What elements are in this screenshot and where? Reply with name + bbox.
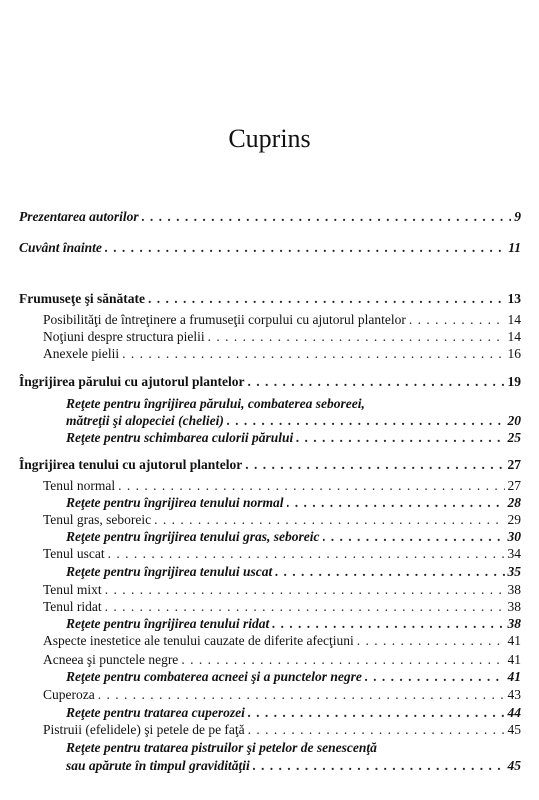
toc-entry-page: 27 [507,457,521,472]
toc-entry[interactable] [66,616,521,632]
toc-entry-page: 9 [514,209,521,224]
dot-leader [118,478,504,494]
dot-leader [208,329,505,345]
page-title: Cuprins [228,124,311,153]
toc-entry-page: 20 [507,413,521,428]
dot-leader [296,430,504,446]
dot-leader [248,722,505,738]
toc-entry[interactable] [43,722,521,738]
toc-entry[interactable] [43,633,521,649]
toc-entry[interactable] [43,687,521,703]
dot-leader [287,495,505,511]
dot-leader [122,346,504,362]
toc-entry-page: 16 [507,346,521,361]
toc-entry-title: Posibilităţi de întreţinere a frumuseţii corpului cu ajutorul plantelor [43,312,406,327]
toc-entry-title: Anexele pielii [43,346,120,361]
toc-entry-title: Reţete pentru combaterea acneei şi a punctelor negre [66,669,362,684]
toc-section[interactable] [19,374,521,390]
toc-entry-title: Cuperoza [43,687,95,702]
toc-entry-page: 34 [507,546,521,561]
toc-entry[interactable] [66,413,521,429]
dot-leader [409,312,505,328]
toc-entry[interactable] [43,512,521,528]
toc-entry-title: Reţete pentru schimbarea culorii părului [66,430,294,445]
dot-leader [248,705,505,721]
toc-entry-page: 38 [507,616,521,631]
toc-entry-page: 41 [507,633,521,648]
toc-entry-title-line1[interactable]: Reţete pentru tratarea pistruilor şi petelor de senescenţă [66,740,377,755]
toc-entry-title: Aspecte inestetice ale tenului cauzate de diferite afecţiuni [43,633,354,648]
toc-section[interactable] [19,291,521,307]
toc-entry-page: 13 [507,291,521,306]
toc-entry-page: 35 [507,564,521,579]
toc-entry-title: Tenul uscat [43,546,105,561]
dot-leader [108,546,505,562]
toc-entry-title: Tenul ridat [43,599,102,614]
toc-entry-page: 30 [507,529,521,544]
dot-leader [253,758,505,774]
toc-entry-title: Frumuseţe şi sănătate [19,291,145,306]
toc-entry[interactable] [19,209,521,225]
toc-entry-page: 45 [507,722,521,737]
dot-leader [275,564,504,580]
toc-entry-title: Acneea şi punctele negre [43,652,179,667]
toc-entry-title: Tenul mixt [43,582,102,597]
toc-entry-page: 38 [507,599,521,614]
toc-entry-title: Tenul gras, seboreic [43,512,152,527]
dot-leader [181,652,504,668]
dot-leader [98,687,505,703]
toc-entry-page: 28 [507,495,521,510]
toc-entry-title: Pistruii (efelidele) şi petele de pe faţă [43,722,245,737]
toc-entry-title: Prezentarea autorilor [19,209,139,224]
toc-entry-page: 43 [507,687,521,702]
toc-entry[interactable] [66,529,521,545]
toc-entry[interactable] [66,705,521,721]
table-of-contents [19,0,521,800]
toc-entry-title: Tenul normal [43,478,116,493]
toc-entry-page: 38 [507,582,521,597]
toc-entry[interactable] [43,329,521,345]
dot-leader [105,582,505,598]
dot-leader [248,374,505,390]
toc-entry-page: 44 [507,705,521,720]
toc-entry[interactable] [43,599,521,615]
toc-entry-title: Noţiuni despre structura pielii [43,329,205,344]
dot-leader [227,413,505,429]
dot-leader [148,291,505,307]
toc-entry[interactable] [19,240,521,256]
toc-entry-page: 19 [507,374,521,389]
toc-entry-page: 45 [507,758,521,773]
dot-leader [142,209,512,225]
toc-entry-title-line2: sau apărute în timpul gravidităţii [66,758,250,773]
toc-entry-page: 29 [507,512,521,527]
dot-leader [365,669,505,685]
toc-entry[interactable] [43,546,521,562]
toc-entry[interactable] [66,758,521,774]
dot-leader [154,512,504,528]
dot-leader [272,616,504,632]
toc-entry-page: 25 [507,430,521,445]
toc-entry-page: 27 [507,478,521,493]
toc-entry-title: Îngrijirea părului cu ajutorul plantelor [19,374,245,389]
dot-leader [105,240,505,256]
toc-entry[interactable] [43,346,521,362]
toc-entry[interactable] [66,669,521,685]
toc-entry-title: Reţete pentru îngrijirea tenului normal [66,495,284,510]
toc-entry-title-line1[interactable]: Reţete pentru îngrijirea părului, combaterea seboreei, [66,396,365,411]
toc-section[interactable] [19,457,521,473]
toc-entry-page: 41 [507,669,521,684]
toc-entry-title: Reţete pentru tratarea cuperozei [66,705,245,720]
toc-entry-page: 41 [507,652,521,667]
dot-leader [357,633,505,649]
toc-entry-title: Reţete pentru îngrijirea tenului ridat [66,616,270,631]
toc-entry[interactable] [66,430,521,446]
toc-entry-title-line2: mătreţii şi alopeciei (cheliei) [66,413,224,428]
toc-entry-page: 14 [507,329,521,344]
toc-entry[interactable] [43,652,521,668]
toc-entry[interactable] [66,495,521,511]
toc-entry-title: Reţete pentru îngrijirea tenului uscat [66,564,273,579]
dot-leader [323,529,505,545]
toc-entry-page: 11 [508,240,521,255]
toc-entry-title: Îngrijirea tenului cu ajutorul plantelor [19,457,243,472]
toc-entry[interactable] [43,582,521,598]
toc-entry[interactable] [66,564,521,580]
toc-entry[interactable] [43,312,521,328]
dot-leader [245,457,504,473]
toc-entry[interactable] [43,478,521,494]
dot-leader [105,599,505,615]
toc-entry-title: Reţete pentru îngrijirea tenului gras, seboreic [66,529,320,544]
toc-entry-title: Cuvânt înainte [19,240,102,255]
toc-entry-page: 14 [507,312,521,327]
